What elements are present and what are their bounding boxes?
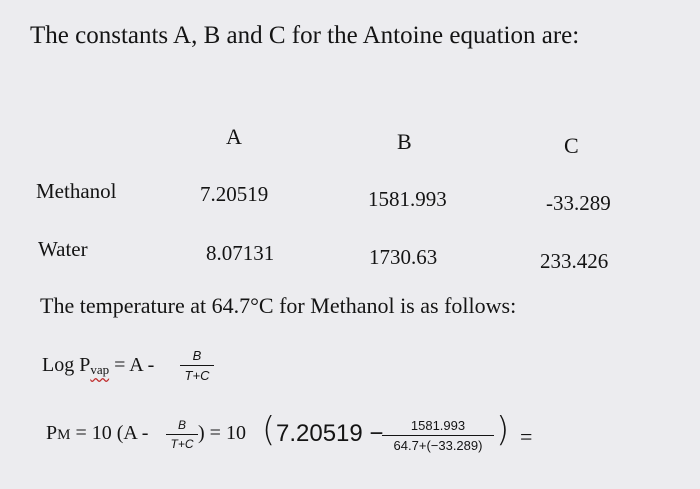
cell-c: -33.289: [546, 191, 611, 215]
eq1-numerator: B: [192, 348, 202, 363]
eq2-lhs: [46, 422, 148, 445]
column-header-a: A: [226, 124, 242, 149]
close-paren: ): [496, 410, 510, 450]
row-label: Methanol: [36, 179, 117, 203]
eq1-rhs: = A -: [114, 354, 155, 376]
eq1-lhs: [42, 354, 154, 378]
eq2-mid: ) = 10: [198, 422, 246, 444]
row-label: Water: [38, 237, 88, 261]
eq2-p: P: [46, 422, 58, 444]
cell-b: 1581.993: [368, 187, 447, 211]
heading: The constants A, B and C for the Antoine equation are:: [30, 22, 580, 49]
eq1-subscript: vap: [90, 362, 110, 377]
eq2-fraction-2: [382, 418, 494, 453]
cell-a: 8.07131: [206, 241, 275, 265]
cell-c: 233.426: [540, 249, 609, 273]
column-header-c: C: [564, 133, 579, 158]
eq2-lhs-text: = 10 (A -: [75, 422, 149, 444]
eq1-fraction: [180, 348, 214, 383]
fraction-bar: [180, 365, 214, 366]
eq2-fraction: [166, 418, 198, 451]
eq2-denominator: T+C: [170, 437, 194, 451]
fraction-bar: [382, 435, 494, 436]
eq2-denominator-2: 64.7+(−33.289): [393, 438, 483, 453]
eq2-value: 7.20519 −: [276, 420, 384, 447]
eq2-numerator: B: [177, 418, 186, 432]
fraction-bar: [166, 434, 198, 435]
eq1-log: Log P: [42, 354, 91, 376]
eq2-subscript: M: [57, 427, 71, 443]
cell-a: 7.20519: [200, 182, 269, 206]
eq1-denominator: T+C: [184, 368, 210, 383]
cell-b: 1730.63: [369, 245, 438, 269]
temperature-statement: The temperature at 64.7°C for Methanol is as follows:: [40, 293, 517, 318]
column-header-b: B: [397, 129, 412, 154]
equals-sign: =: [520, 424, 533, 449]
eq2-numerator-2: 1581.993: [410, 418, 466, 433]
open-paren: (: [262, 410, 276, 450]
